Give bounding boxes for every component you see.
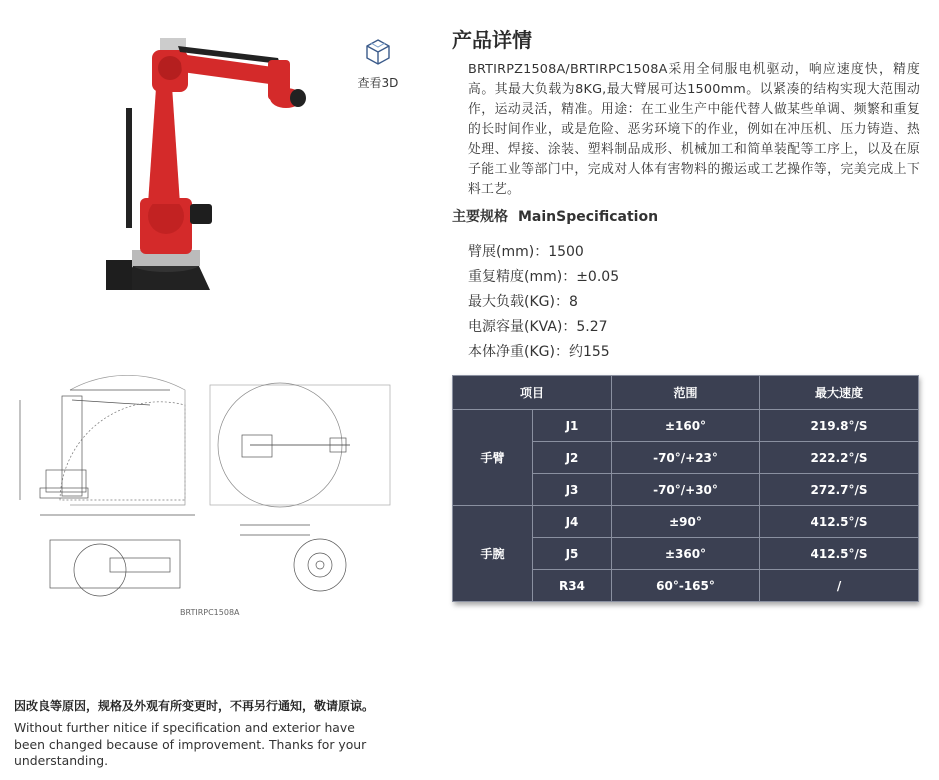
table-header-row [453, 376, 919, 410]
speed-cell: 272.7°/S [760, 474, 919, 506]
range-cell: -70°/+30° [612, 474, 760, 506]
notice [14, 697, 374, 770]
axis-cell: J2 [533, 442, 612, 474]
product-description: BRTIRPZ1508A/BRTIRPC1508A采用全伺服电机驱动，响应速度快，精度高。其最大负载为8KG,最大臂展可达1500mm。以紧凑的结构实现大范围动作，运动灵活，精准。用途：在工业生产中能代替人做某些单调、频繁和重复的长时间作业，或是危险、恶劣环境下的作业，例如在冲压机、压力铸造、热处理、焊接、涂装、塑料制品成形、机械加工和简单装配等工序上，以及在原子能工业等部门中，完成对人体有害物料的搬运或工艺操作等，完美完成上下料工艺。 [468, 62, 920, 197]
speed-cell: 219.8°/S [760, 410, 919, 442]
spec-heading [452, 206, 658, 226]
range-cell: ±90° [612, 506, 760, 538]
axis-cell: J5 [533, 538, 612, 570]
table-row [453, 410, 919, 442]
spec-list [468, 240, 619, 365]
view-3d-button[interactable] [348, 38, 408, 91]
range-cell: 60°-165° [612, 570, 760, 602]
speed-cell: / [760, 570, 919, 602]
range-cell: -70°/+23° [612, 442, 760, 474]
header-item: 项目 [453, 376, 612, 410]
spec-heading-cn: 主要规格 [452, 209, 508, 225]
spec-item: 最大负载(KG)：8 [468, 294, 578, 310]
notice-en: Without further nitice if specification and exterior have been changed because of improvement. Thanks for your understanding. [14, 720, 367, 768]
header-speed: 最大速度 [760, 376, 919, 410]
range-cell: ±160° [612, 410, 760, 442]
spec-heading-en: MainSpecification [518, 209, 659, 225]
technical-drawings [10, 360, 420, 625]
speed-cell: 412.5°/S [760, 538, 919, 570]
page-title: 产品详情 [452, 28, 532, 52]
group-arm: 手臂 [453, 410, 533, 506]
drawing-caption: BRTIRPC1508A [180, 608, 240, 617]
spec-item: 本体净重(KG)：约155 [468, 344, 610, 360]
view-3d-label: 查看3D [357, 76, 399, 90]
table-row [453, 506, 919, 538]
cube-3d-icon [365, 38, 391, 66]
speed-cell: 222.2°/S [760, 442, 919, 474]
range-cell: ±360° [612, 538, 760, 570]
axis-spec-table [452, 375, 918, 602]
robot-image [100, 28, 340, 300]
spec-item: 臂展(mm)：1500 [468, 244, 584, 260]
axis-cell: J4 [533, 506, 612, 538]
notice-cn: 因改良等原因，规格及外观有所变更时，不再另行通知，敬请原谅。 [14, 699, 375, 713]
group-wrist: 手腕 [453, 506, 533, 602]
header-range: 范围 [612, 376, 760, 410]
axis-cell: R34 [533, 570, 612, 602]
axis-cell: J1 [533, 410, 612, 442]
spec-item: 电源容量(KVA)：5.27 [468, 319, 608, 335]
axis-cell: J3 [533, 474, 612, 506]
speed-cell: 412.5°/S [760, 506, 919, 538]
spec-item: 重复精度(mm)：±0.05 [468, 269, 620, 285]
